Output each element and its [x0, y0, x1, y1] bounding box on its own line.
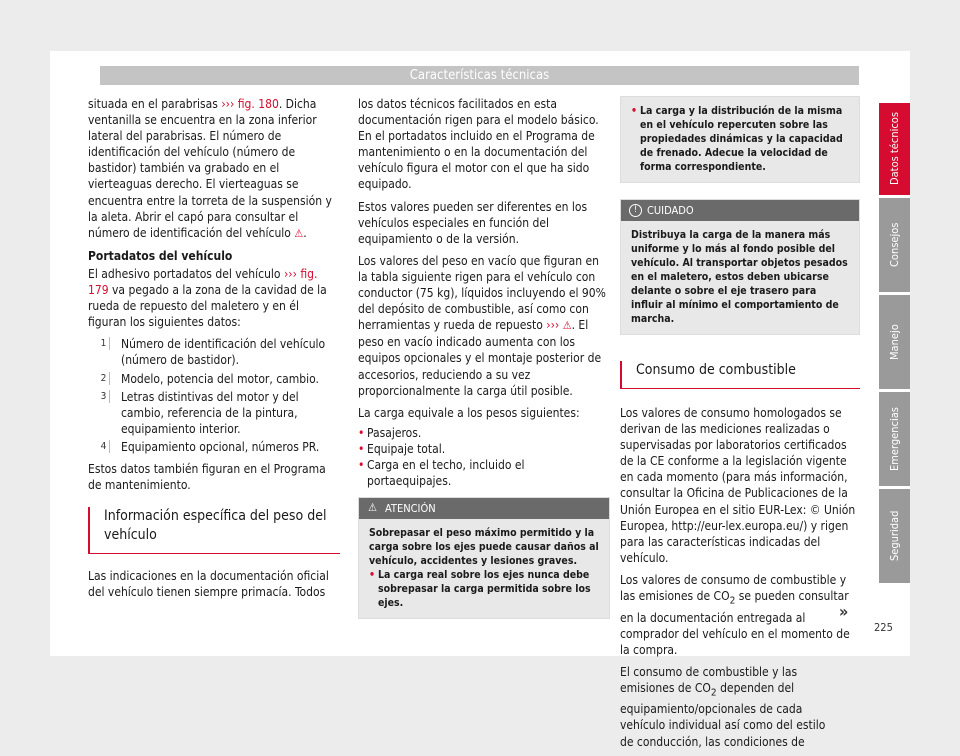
item-number: 1: [98, 337, 110, 350]
list-item: [88, 389, 340, 437]
atencion-continuation-body: [621, 97, 859, 182]
item-text: Número de identificación del vehículo (número de bastidor).: [121, 337, 326, 368]
paragraph: [620, 572, 860, 658]
side-tabs: [879, 103, 910, 586]
text: se pueden consultar en la documentación entregada al comprador del vehículo en el momento de la compra.: [620, 589, 850, 657]
atencion-body: [359, 519, 609, 618]
warning-icon[interactable]: ⚠: [294, 226, 304, 240]
numbered-list: [88, 336, 340, 455]
figure-link[interactable]: ››› fig. 179: [88, 266, 318, 298]
list-item: [88, 439, 340, 455]
list-item: [88, 336, 340, 368]
text: Los valores del peso en vacío que figuran en la tabla siguiente rigen para el vehículo con conductor (75 kg), líquidos incluyendo el 90% del depósito de combustible, así como con herramientas y rueda de repuesto: [358, 253, 606, 333]
warning-icon[interactable]: ⚠: [562, 319, 572, 333]
atencion-text: Sobrepasar el peso máximo permitido y la carga sobre los ejes puede causar daños al vehículo, accidentes y lesiones graves.: [369, 527, 599, 568]
paragraph: Estos valores pueden ser diferentes en los vehículos especiales en función del equipamiento o de la versión.: [358, 199, 588, 246]
figure-link[interactable]: ››› fig. 180: [221, 97, 279, 111]
warning-icon: ⚠: [368, 501, 377, 515]
item-text: Letras distintivas del motor y del cambio, referencia de la pintura, equipamiento interior.: [121, 389, 299, 436]
atencion-header: [359, 498, 609, 519]
tab-emergencias[interactable]: Emergencias: [879, 392, 910, 486]
atencion-bullet: • La carga y la distribución de la misma en el vehículo repercuten sobre las propiedades dinámicas y la capacidad de frenado. Adecue la velocidad de forma correspondiente.: [631, 104, 849, 174]
atencion-box: [358, 497, 610, 619]
text: . Dicha ventanilla se encuentra en la zona inferior lateral del parabrisas. El número de identificación del vehículo (número de bastidor) también va grabado en el vierteaguas derecho. El vierteaguas se encuentra entre la torreta de la suspensión y la aleta. Abrir el capó para consultar el número de identificación del vehículo: [88, 97, 332, 240]
atencion-continuation-box: [620, 96, 860, 183]
item-number: 3: [98, 390, 110, 403]
list-item: • Pasajeros.: [358, 425, 610, 441]
paragraph: La carga equivale a los pesos siguientes:: [358, 405, 580, 420]
item-number: 2: [98, 372, 110, 385]
cuidado-label: CUIDADO: [647, 204, 694, 217]
paragraph: Las indicaciones en la documentación oficial del vehículo tienen siempre primacía. Todos: [88, 569, 329, 600]
item-text: Equipamiento opcional, números PR.: [121, 439, 320, 454]
paragraph: [620, 664, 860, 750]
cuidado-box: [620, 199, 860, 335]
paragraph: [88, 266, 340, 330]
page-header: Características técnicas: [100, 66, 859, 85]
item-text: Modelo, potencia del motor, cambio.: [121, 371, 319, 386]
subscript: 2: [729, 595, 736, 607]
paragraph: los datos técnicos facilitados en esta documentación rigen para el modelo básico. En el portadatos incluido en el Programa de mantenimiento o en la documentación del vehículo figura el motor con el que ha sido equipado.: [358, 97, 599, 192]
text: situada en el parabrisas: [88, 97, 222, 111]
section-title-consumo: Consumo de combustible: [620, 361, 860, 389]
continue-arrow: »: [839, 602, 849, 621]
text: dependen del equipamiento/opcionales de cada vehículo individual así como del estilo de conducción, las condiciones de: [620, 680, 826, 749]
column-1: [88, 96, 340, 606]
cuidado-body: Distribuya la carga de la manera más uniforme y lo más al fondo posible del vehículo. Al transportar objetos pesados en el maletero, estos deben ubicarse delante o sobre el eje trasero para influir al mínimo el comportamiento de marcha.: [621, 221, 859, 334]
paragraph: Los valores de consumo homologados se derivan de las mediciones realizadas o supervisadas por laboratorios certificados de la CE conforme a la legislación vigente en cada momento (para más información, consultar la Oficina de Publicaciones de la Unión Europea en el sitio EUR-Lex: © Unión Europea, http://eur-lex.europa.eu/) y rigen para las características indicadas del vehículo.: [620, 406, 856, 565]
paragraph: situada en el parabrisas ››› fig. 180. Dicha ventanilla se encuentra en la zona inferior lateral del parabrisas. El número de identificación del vehículo (número de bastidor) también va grabado en el vierteaguas derecho. El vierteaguas se encuentra entre la torreta de la suspensión y la aleta. Abrir el capó para consultar el número de identificación del vehículo ⚠.: [88, 97, 332, 240]
cuidado-header: [621, 200, 859, 221]
info-icon: !: [629, 204, 642, 217]
text: Los valores de consumo de combustible y las emisiones de CO: [620, 572, 847, 604]
column-2: [358, 96, 610, 619]
section-title-peso: Información específica del peso del vehículo: [88, 507, 340, 554]
tab-seguridad[interactable]: Seguridad: [879, 489, 910, 583]
paragraph: Estos datos también figuran en el Programa de mantenimiento.: [88, 461, 326, 493]
list-item: [88, 371, 340, 387]
item-number: 4: [98, 440, 110, 453]
tab-manejo[interactable]: Manejo: [879, 295, 910, 389]
text: . El peso en vacío indicado aumenta con los equipos opcionales y el montaje posterior de accesorios, reduciendo a su vez proporcionalmente la carga útil posible.: [358, 318, 602, 398]
subscript: 2: [710, 687, 717, 699]
tab-datos-tecnicos[interactable]: Datos técnicos: [879, 103, 910, 195]
reference-link[interactable]: ›››: [546, 318, 560, 333]
paragraph: [358, 253, 610, 399]
column-3: [620, 96, 860, 756]
atencion-bullet: • La carga real sobre los ejes nunca debe sobrepasar la carga permitida sobre los ejes.: [369, 568, 599, 610]
subheading-portadatos: Portadatos del vehículo: [88, 248, 233, 263]
text: El adhesivo portadatos del vehículo: [88, 266, 284, 281]
bullet-list: [358, 425, 610, 489]
tab-consejos[interactable]: Consejos: [879, 198, 910, 292]
text: El consumo de combustible y las emisiones de CO: [620, 664, 798, 695]
text: va pegado a la zona de la cavidad de la rueda de repuesto del maletero y en él figuran los siguientes datos:: [88, 283, 327, 330]
atencion-label: ATENCIÓN: [385, 502, 436, 516]
list-item: • Carga en el techo, incluido el portaequipajes.: [358, 457, 610, 489]
page-number: 225: [874, 621, 893, 634]
list-item: • Equipaje total.: [358, 441, 610, 457]
